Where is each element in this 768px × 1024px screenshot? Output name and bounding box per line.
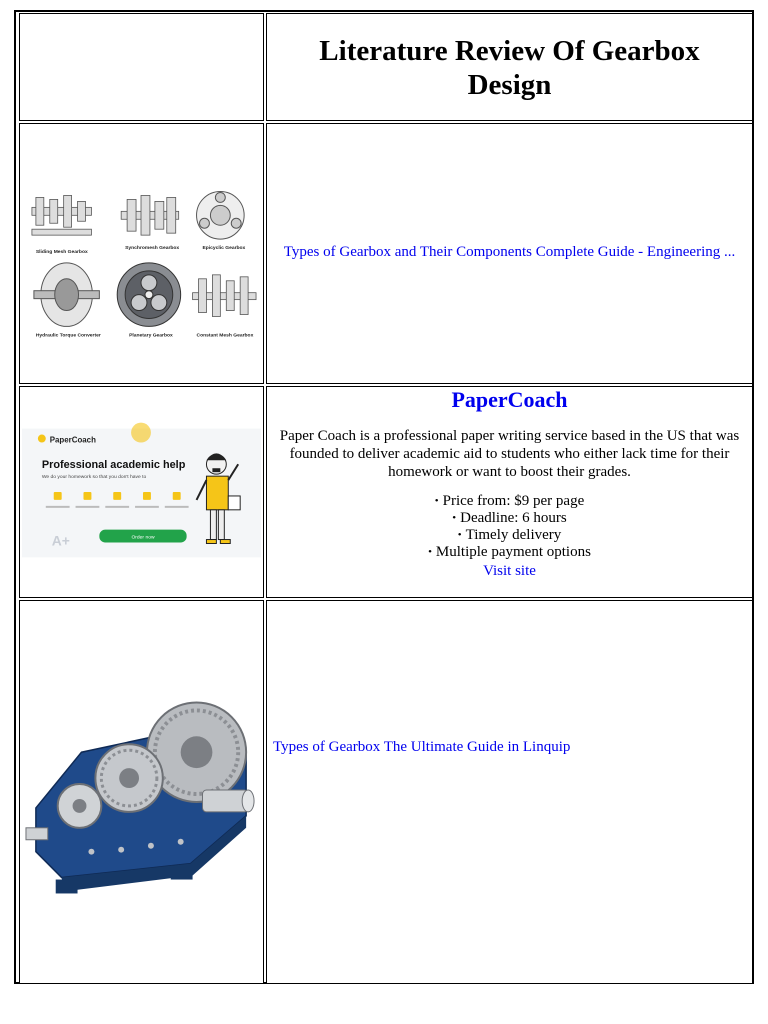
- diagram-label: Epicyclic Gearbox: [202, 246, 246, 252]
- ad-description: Paper Coach is a professional paper writing service based in the US that was founded to deliver academic aid to students who either lack time for their homework or want to boost their grades.: [279, 428, 740, 480]
- gearbox-types-link[interactable]: Types of Gearbox and Their Components Complete Guide - Engineering ...: [283, 244, 736, 260]
- banner-subline: We do your homework so that you don't have to: [41, 475, 147, 481]
- list-item: • Timely delivery: [267, 527, 752, 544]
- order-now-button: Order now: [131, 535, 155, 541]
- papercoach-ad-cell: [266, 386, 753, 598]
- papercoach-image-cell: [19, 386, 264, 598]
- diagram-label: Synchromesh Gearbox: [125, 246, 180, 252]
- header-title-cell: [266, 13, 753, 121]
- banner-headline: Professional academic help: [41, 459, 186, 472]
- visit-site-link[interactable]: Visit site: [483, 563, 536, 579]
- list-item: • Price from: $9 per page: [267, 493, 752, 510]
- industrial-gearbox-image[interactable]: [22, 603, 261, 981]
- diagram-label: Hydraulic Torque Converter: [35, 333, 101, 339]
- diagram-label: Planetary Gearbox: [129, 333, 173, 339]
- header-empty-cell: [19, 13, 264, 121]
- list-item: • Multiple payment options: [267, 544, 752, 561]
- ad-feature-list: [267, 493, 752, 561]
- grade-watermark: A+: [51, 532, 70, 549]
- diagram-label: Constant Mesh Gearbox: [196, 333, 254, 339]
- ad-title[interactable]: PaperCoach: [451, 387, 568, 412]
- linquip-link-cell: [266, 600, 753, 984]
- banner-brand: PaperCoach: [49, 435, 96, 445]
- gearbox-types-diagram-image[interactable]: [22, 126, 261, 381]
- page-title: Literature Review Of Gearbox Design: [319, 35, 700, 101]
- diagram-label: Sliding Mesh Gearbox: [35, 250, 88, 256]
- list-item: • Deadline: 6 hours: [267, 510, 752, 527]
- brand-logo-icon: [38, 435, 46, 443]
- linquip-gearbox-link[interactable]: Types of Gearbox The Ultimate Guide in Linquip: [273, 739, 571, 755]
- linquip-image-cell: [19, 600, 264, 984]
- gearbox-types-link-cell: [266, 123, 753, 384]
- papercoach-banner-image[interactable]: [22, 389, 261, 595]
- gearbox-types-image-cell: [19, 123, 264, 384]
